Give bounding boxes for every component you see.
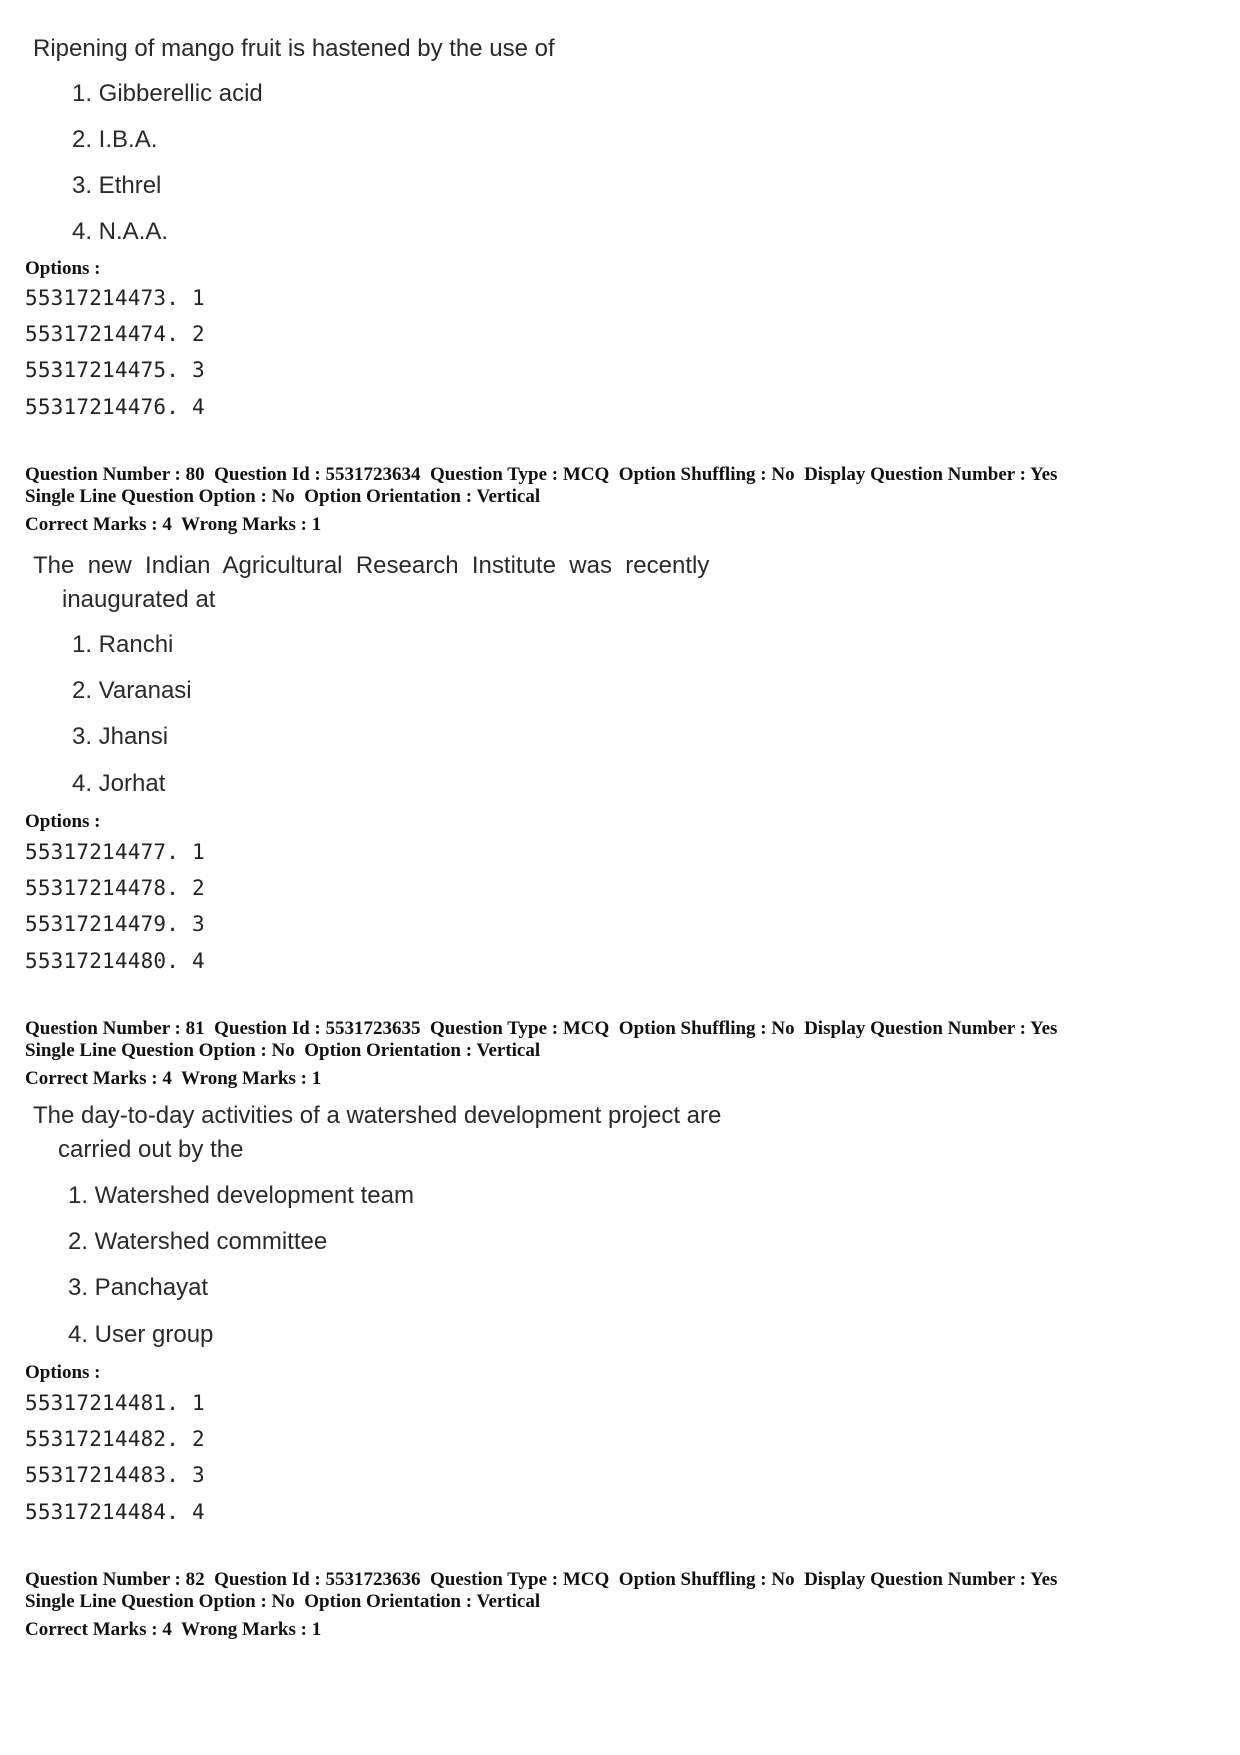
option-id: 55317214481. 1	[25, 1391, 205, 1415]
question-meta: Single Line Question Option : No Option Orientation : Vertical	[25, 1040, 541, 1061]
answer-choice-3: 3. Jhansi	[72, 723, 169, 750]
answer-choice-4: 4. User group	[68, 1321, 214, 1348]
options-label: Options :	[25, 811, 101, 832]
question-text: The new Indian Agricultural Research Institute was recently	[33, 552, 710, 579]
options-label: Options :	[25, 258, 101, 279]
answer-choice-1: 1. Watershed development team	[68, 1182, 414, 1209]
question-meta: Question Number : 81 Question Id : 5531723635 Question Type : MCQ Option Shuffling : No Display Question Number : Yes	[25, 1018, 1058, 1039]
answer-choice-2: 2. I.B.A.	[72, 126, 158, 153]
question-text: inaugurated at	[62, 586, 216, 613]
option-id: 55317214479. 3	[25, 912, 205, 936]
answer-choice-4: 4. Jorhat	[72, 770, 166, 797]
question-marks: Correct Marks : 4 Wrong Marks : 1	[25, 1619, 322, 1640]
question-meta: Single Line Question Option : No Option Orientation : Vertical	[25, 1591, 541, 1612]
option-id: 55317214473. 1	[25, 286, 205, 310]
option-id: 55317214480. 4	[25, 949, 205, 973]
question-meta: Question Number : 80 Question Id : 5531723634 Question Type : MCQ Option Shuffling : No Display Question Number : Yes	[25, 464, 1058, 485]
option-id: 55317214483. 3	[25, 1463, 205, 1487]
question-text: The day-to-day activities of a watershed development project are	[33, 1102, 722, 1129]
answer-choice-2: 2. Varanasi	[72, 677, 192, 704]
answer-choice-3: 3. Panchayat	[68, 1274, 209, 1301]
option-id: 55317214478. 2	[25, 876, 205, 900]
option-id: 55317214474. 2	[25, 322, 205, 346]
answer-choice-2: 2. Watershed committee	[68, 1228, 328, 1255]
option-id: 55317214475. 3	[25, 358, 205, 382]
option-id: 55317214482. 2	[25, 1427, 205, 1451]
option-id: 55317214484. 4	[25, 1500, 205, 1524]
answer-choice-3: 3. Ethrel	[72, 172, 162, 199]
options-label: Options :	[25, 1362, 101, 1383]
option-id: 55317214476. 4	[25, 395, 205, 419]
question-marks: Correct Marks : 4 Wrong Marks : 1	[25, 514, 322, 535]
answer-choice-1: 1. Ranchi	[72, 631, 174, 658]
question-meta: Question Number : 82 Question Id : 5531723636 Question Type : MCQ Option Shuffling : No Display Question Number : Yes	[25, 1569, 1058, 1590]
question-text: carried out by the	[58, 1136, 244, 1163]
question-meta: Single Line Question Option : No Option Orientation : Vertical	[25, 486, 541, 507]
question-marks: Correct Marks : 4 Wrong Marks : 1	[25, 1068, 322, 1089]
answer-choice-1: 1. Gibberellic acid	[72, 80, 263, 107]
option-id: 55317214477. 1	[25, 840, 205, 864]
answer-choice-4: 4. N.A.A.	[72, 218, 169, 245]
question-text: Ripening of mango fruit is hastened by the use of	[33, 35, 555, 62]
